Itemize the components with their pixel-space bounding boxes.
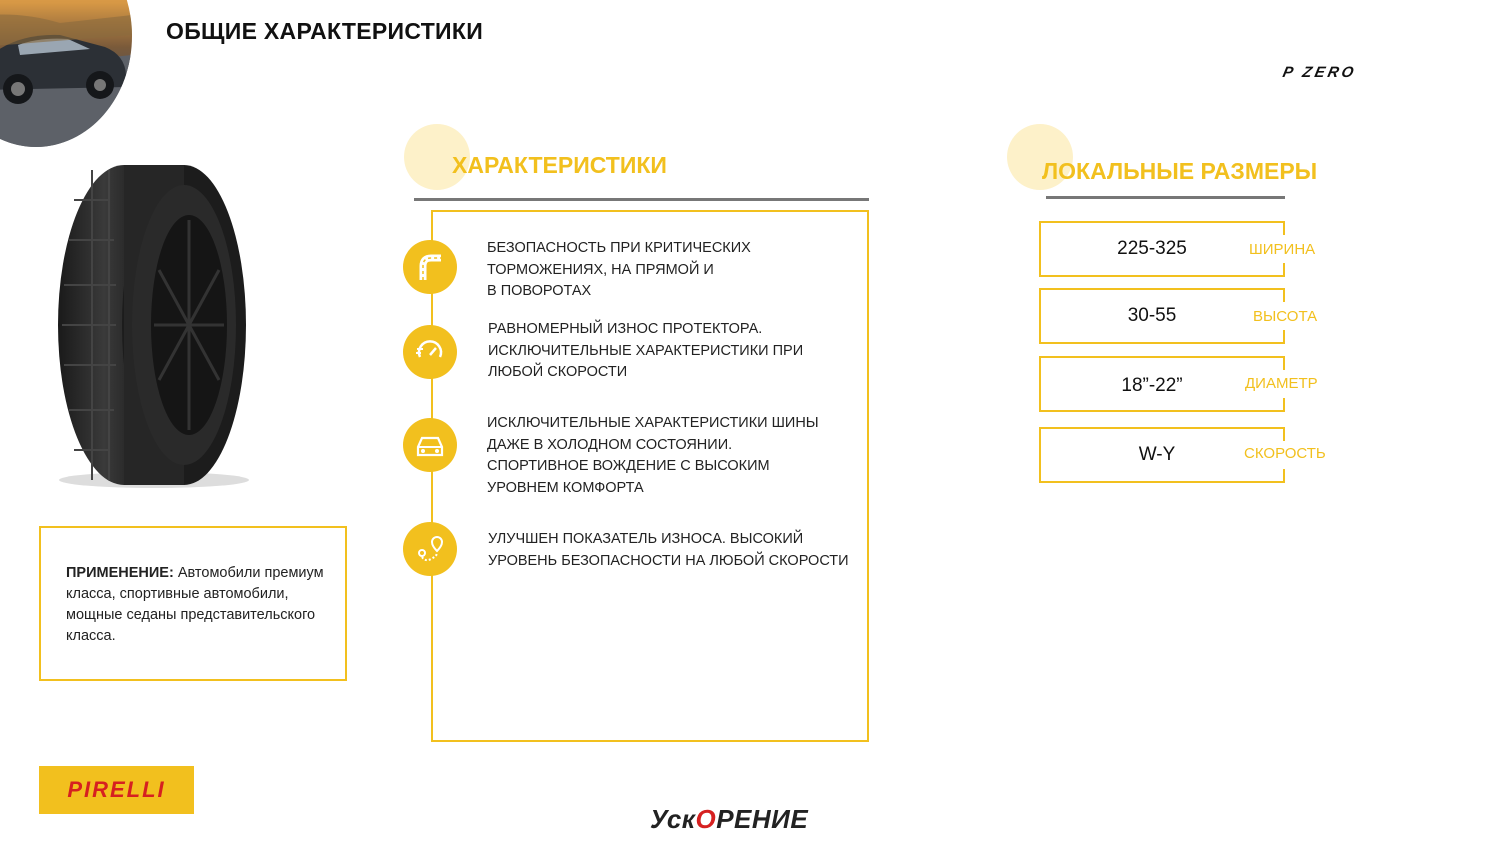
road-curve-icon <box>403 240 457 294</box>
tire-image <box>54 160 254 490</box>
size-value-diameter: 18”-22” <box>1121 375 1183 396</box>
feature-item-1: БЕЗОПАСНОСТЬ ПРИ КРИТИЧЕСКИХ ТОРМОЖЕНИЯХ, НА ПРЯМОЙ И В ПОВОРОТАХ <box>487 240 751 299</box>
features-title: ХАРАКТЕРИСТИКИ <box>452 152 667 178</box>
features-title-underline <box>414 198 869 201</box>
pzero-logo: P ZERO <box>1281 64 1359 81</box>
page-title: ОБЩИЕ ХАРАКТЕРИСТИКИ <box>166 18 484 44</box>
speedometer-icon <box>403 325 457 379</box>
application-label: ПРИМЕНЕНИЕ: <box>66 565 174 581</box>
feature-item-2: РАВНОМЕРНЫЙ ИЗНОС ПРОТЕКТОРА. ИСКЛЮЧИТЕЛЬНЫЕ ХАРАКТЕРИСТИКИ ПРИ ЛЮБОЙ СКОРОСТИ <box>488 321 804 380</box>
size-value-height: 30-55 <box>1127 305 1177 326</box>
sizes-title-underline <box>1046 196 1285 199</box>
size-value-width: 225-325 <box>1117 238 1187 259</box>
pirelli-logo: PIRELLI <box>39 766 194 814</box>
application-text <box>66 563 346 647</box>
feature-item-3: ИСКЛЮЧИТЕЛЬНЫЕ ХАРАКТЕРИСТИКИ ШИНЫ ДАЖЕ В ХОЛОДНОМ СОСТОЯНИИ. СПОРТИВНОЕ ВОЖДЕНИЕ С ВЫСОКИМ УРОВНЕМ КОМФОРТА <box>487 415 819 496</box>
size-label-diameter: ДИАМЕТР <box>1245 375 1318 392</box>
size-value-speed: W-Y <box>1138 444 1176 465</box>
feature-item-4: УЛУЧШЕН ПОКАЗАТЕЛЬ ИЗНОСА. ВЫСОКИЙ УРОВЕНЬ БЕЗОПАСНОСТИ НА ЛЮБОЙ СКОРОСТИ <box>488 531 849 569</box>
route-pin-icon <box>403 522 457 576</box>
size-label-speed: СКОРОСТЬ <box>1244 445 1326 462</box>
uskorenie-logo: УскОРЕНИЕ <box>650 804 809 834</box>
car-photo <box>0 0 132 147</box>
sizes-title: ЛОКАЛЬНЫЕ РАЗМЕРЫ <box>1042 158 1318 184</box>
car-icon <box>403 418 457 472</box>
application-description: Автомобили премиум класса, спортивные автомобили, мощные седаны представительского класса. <box>66 565 324 644</box>
size-label-height: ВЫСОТА <box>1253 308 1318 325</box>
size-label-width: ШИРИНА <box>1249 241 1316 258</box>
